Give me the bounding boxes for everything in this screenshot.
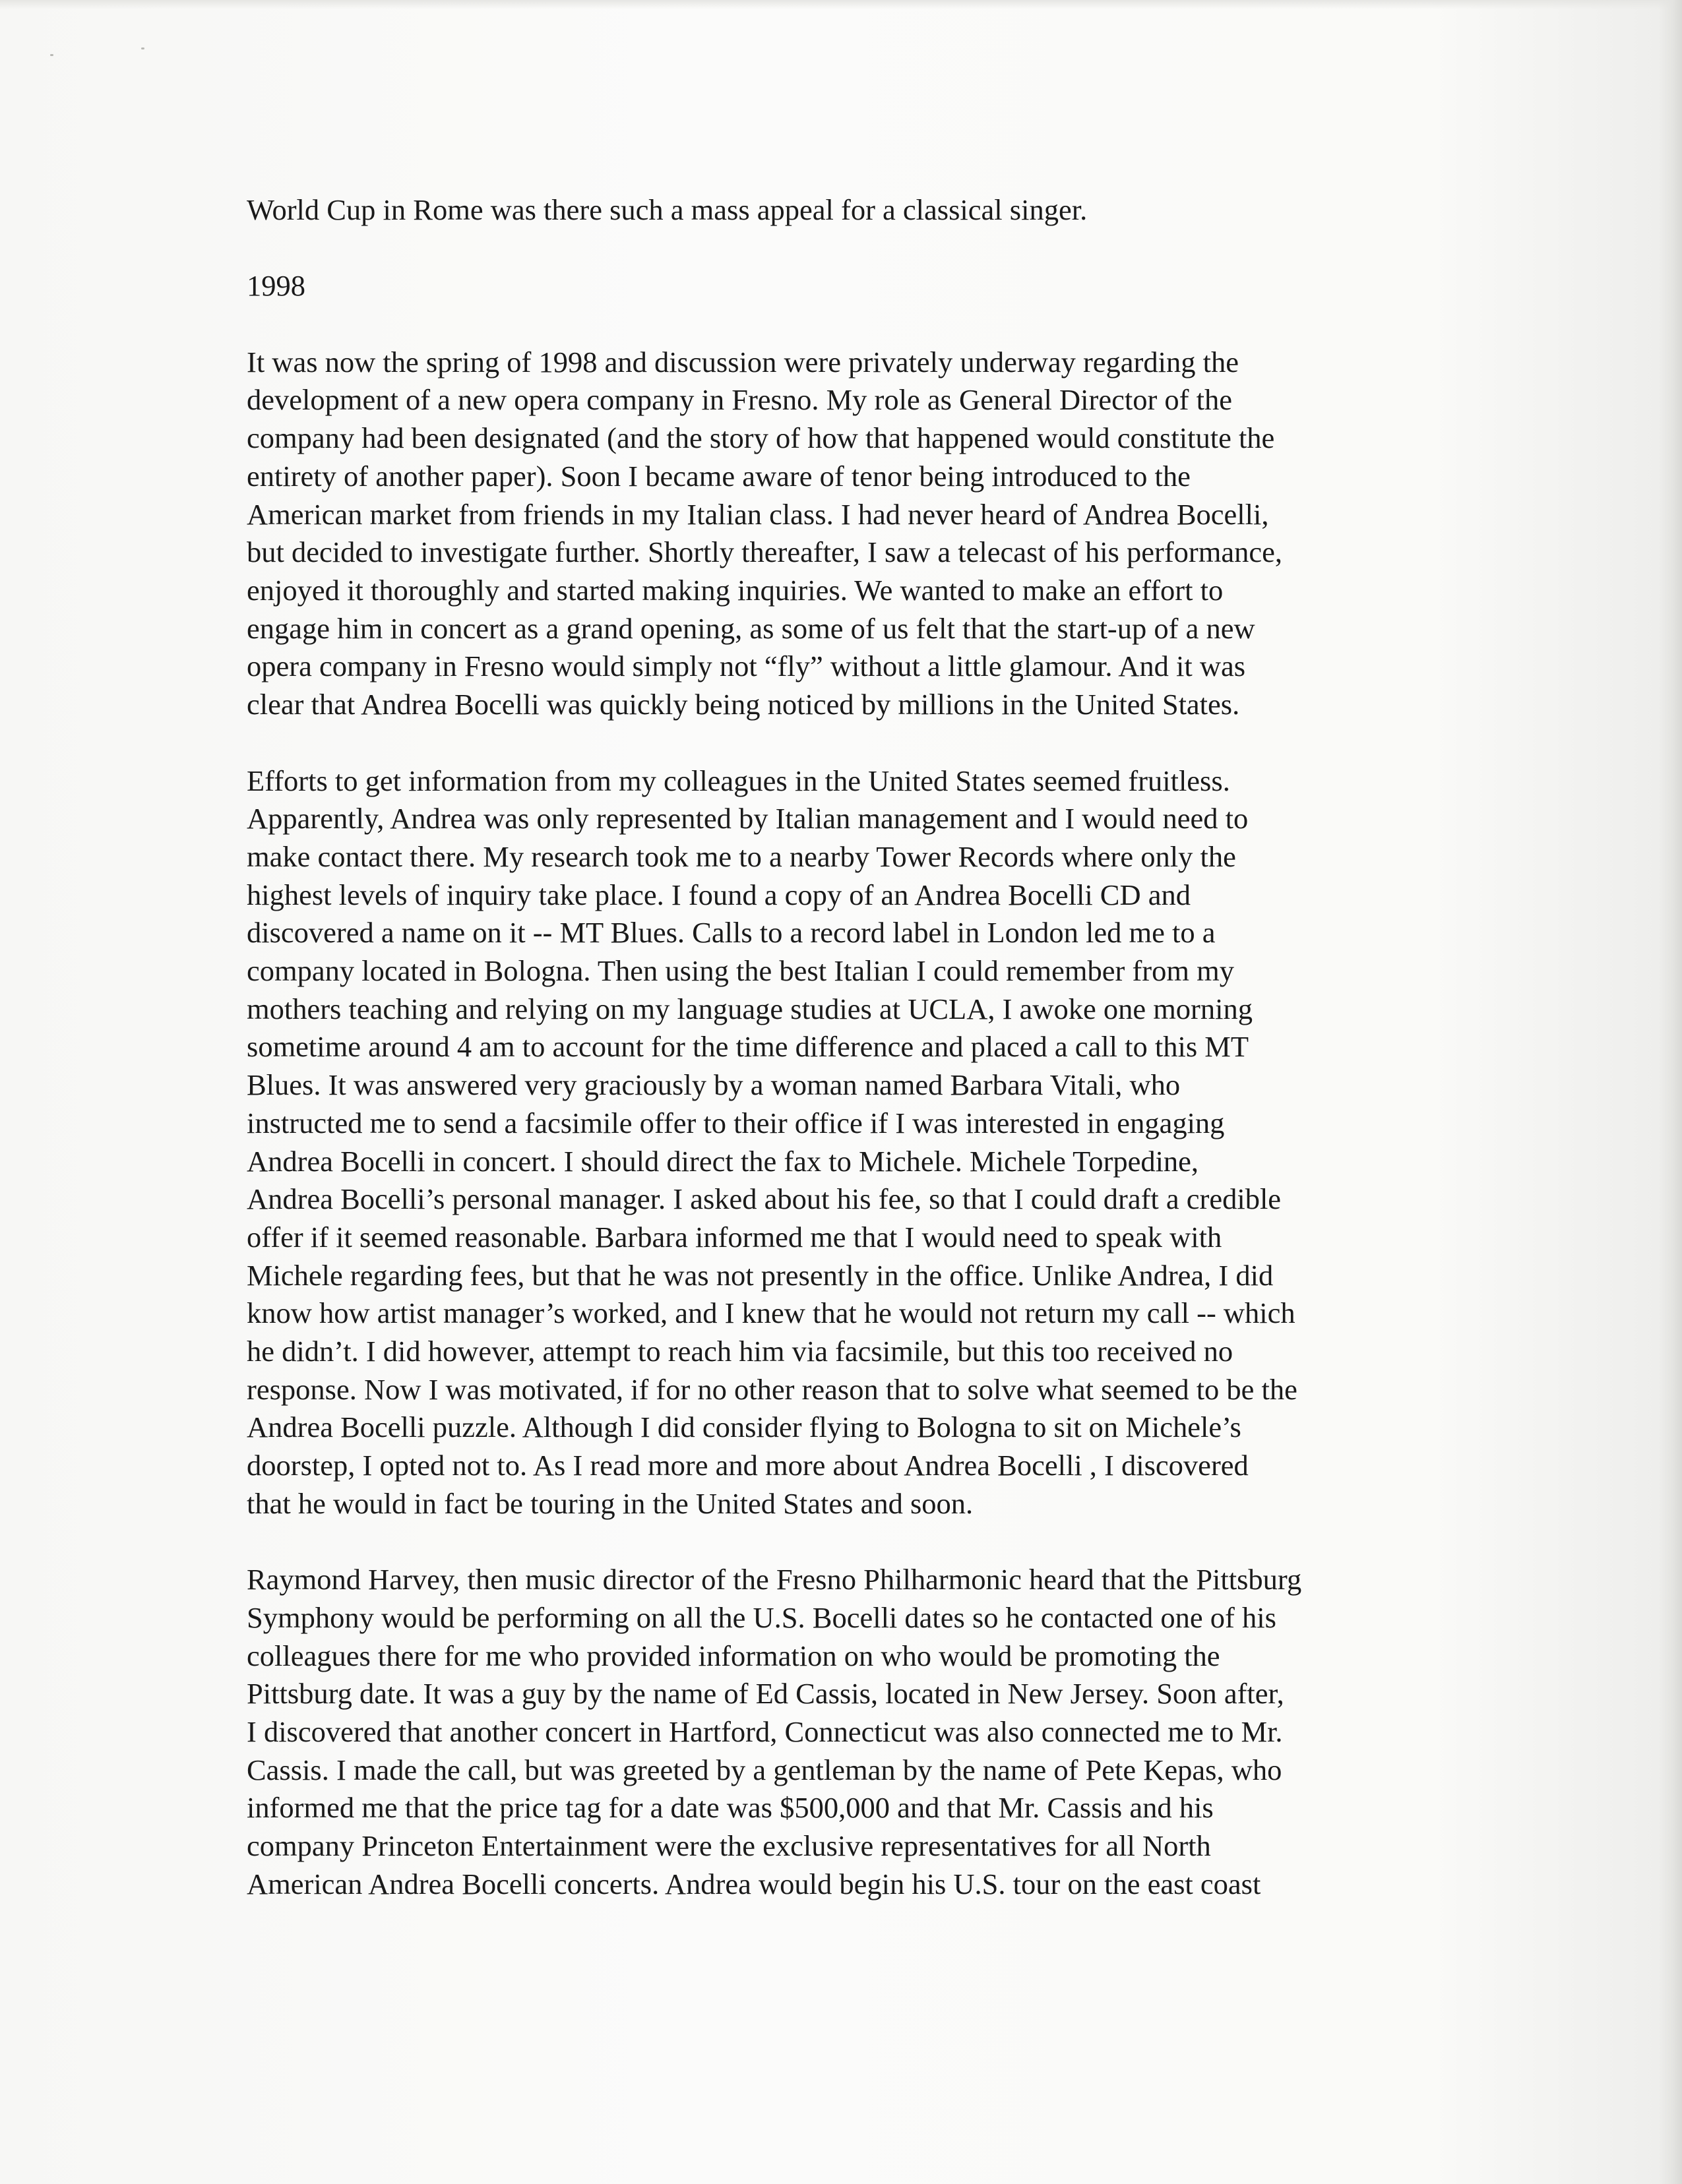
text-line: colleagues there for me who provided information on who would be promoting the bbox=[247, 1639, 1220, 1672]
text-line: Pittsburg date. It was a guy by the name of Ed Cassis, located in New Jersey. Soon after, bbox=[247, 1677, 1284, 1711]
text-line: It was now the spring of 1998 and discussion were privately underway regarding the bbox=[247, 345, 1239, 379]
text-line: entirety of another paper). Soon I became aware of tenor being introduced to the bbox=[247, 459, 1191, 493]
text-line: he didn’t. I did however, attempt to reach him via facsimile, but this too received no bbox=[247, 1335, 1233, 1368]
paragraph bbox=[247, 191, 1441, 229]
text-line: 1998 bbox=[247, 269, 305, 303]
text-line: Andrea Bocelli puzzle. Although I did consider flying to Bologna to sit on Michele’s bbox=[247, 1410, 1241, 1444]
paragraph-gap bbox=[247, 724, 1441, 762]
paragraph bbox=[247, 267, 1441, 305]
text-line: American Andrea Bocelli concerts. Andrea would begin his U.S. tour on the east coast bbox=[247, 1867, 1261, 1900]
text-line: company Princeton Entertainment were the exclusive representatives for all North bbox=[247, 1829, 1211, 1863]
paragraph-gap bbox=[247, 1523, 1441, 1562]
text-line: instructed me to send a facsimile offer to their office if I was interested in engaging bbox=[247, 1106, 1225, 1139]
text-line: Apparently, Andrea was only represented by Italian management and I would need to bbox=[247, 802, 1249, 835]
paragraph-gap bbox=[247, 229, 1441, 268]
text-line: but decided to investigate further. Shortly thereafter, I saw a telecast of his performance, bbox=[247, 535, 1282, 569]
text-line: highest levels of inquiry take place. I found a copy of an Andrea Bocelli CD and bbox=[247, 878, 1191, 911]
text-line: mothers teaching and relying on my language studies at UCLA, I awoke one morning bbox=[247, 992, 1253, 1025]
text-line: know how artist manager’s worked, and I knew that he would not return my call -- which bbox=[247, 1296, 1295, 1330]
text-line: doorstep, I opted not to. As I read more and more about Andrea Bocelli , I discovered bbox=[247, 1449, 1249, 1482]
text-line: informed me that the price tag for a date was $500,000 and that Mr. Cassis and his bbox=[247, 1791, 1214, 1825]
text-line: Blues. It was answered very graciously by a woman named Barbara Vitali, who bbox=[247, 1068, 1181, 1102]
text-line: sometime around 4 am to account for the time difference and placed a call to this MT bbox=[247, 1030, 1249, 1064]
text-line: I discovered that another concert in Hartford, Connecticut was also connected me to Mr. bbox=[247, 1715, 1283, 1749]
text-line: Andrea Bocelli’s personal manager. I asked about his fee, so that I could draft a credible bbox=[247, 1182, 1282, 1216]
text-line: response. Now I was motivated, if for no other reason that to solve what seemed to be the bbox=[247, 1372, 1297, 1406]
text-line: that he would in fact be touring in the United States and soon. bbox=[247, 1486, 974, 1520]
page-edge-shadow bbox=[1658, 0, 1682, 2184]
text-line: enjoyed it thoroughly and started making inquiries. We wanted to make an effort to bbox=[247, 574, 1224, 607]
scan-speck bbox=[50, 54, 53, 56]
text-line: development of a new opera company in Fresno. My role as General Director of the bbox=[247, 383, 1232, 417]
text-line: Michele regarding fees, but that he was not presently in the office. Unlike Andrea, I did bbox=[247, 1258, 1274, 1292]
text-line: offer if it seemed reasonable. Barbara informed me that I would need to speak with bbox=[247, 1220, 1222, 1254]
text-line: engage him in concert as a grand opening, as some of us felt that the start-up of a new bbox=[247, 611, 1255, 645]
text-line: American market from friends in my Italian class. I had never heard of Andrea Bocelli, bbox=[247, 497, 1269, 531]
text-line: World Cup in Rome was there such a mass appeal for a classical singer. bbox=[247, 193, 1088, 226]
text-line: company located in Bologna. Then using the best Italian I could remember from my bbox=[247, 954, 1234, 988]
text-line: Raymond Harvey, then music director of the Fresno Philharmonic heard that the Pittsburg bbox=[247, 1563, 1302, 1596]
text-line: make contact there. My research took me to a nearby Tower Records where only the bbox=[247, 839, 1236, 873]
paragraph bbox=[247, 1561, 1441, 1903]
text-line: company had been designated (and the story of how that happened would constitute the bbox=[247, 421, 1275, 455]
paragraph-gap bbox=[247, 305, 1441, 344]
document-body bbox=[247, 191, 1441, 1904]
text-line: opera company in Fresno would simply not “fly” without a little glamour. And it was bbox=[247, 650, 1246, 683]
text-line: clear that Andrea Bocelli was quickly being noticed by millions in the United States. bbox=[247, 688, 1240, 721]
text-line: discovered a name on it -- MT Blues. Calls to a record label in London led me to a bbox=[247, 916, 1216, 950]
text-line: Efforts to get information from my colleagues in the United States seemed fruitless. bbox=[247, 764, 1230, 797]
scan-speck bbox=[141, 47, 144, 49]
text-line: Cassis. I made the call, but was greeted by a gentleman by the name of Pete Kepas, who bbox=[247, 1753, 1282, 1786]
text-line: Symphony would be performing on all the U.S. Bocelli dates so he contacted one of his bbox=[247, 1600, 1276, 1634]
paragraph bbox=[247, 762, 1441, 1523]
top-shadow bbox=[0, 0, 1682, 9]
paragraph bbox=[247, 344, 1441, 724]
text-line: Andrea Bocelli in concert. I should direct the fax to Michele. Michele Torpedine, bbox=[247, 1144, 1199, 1178]
